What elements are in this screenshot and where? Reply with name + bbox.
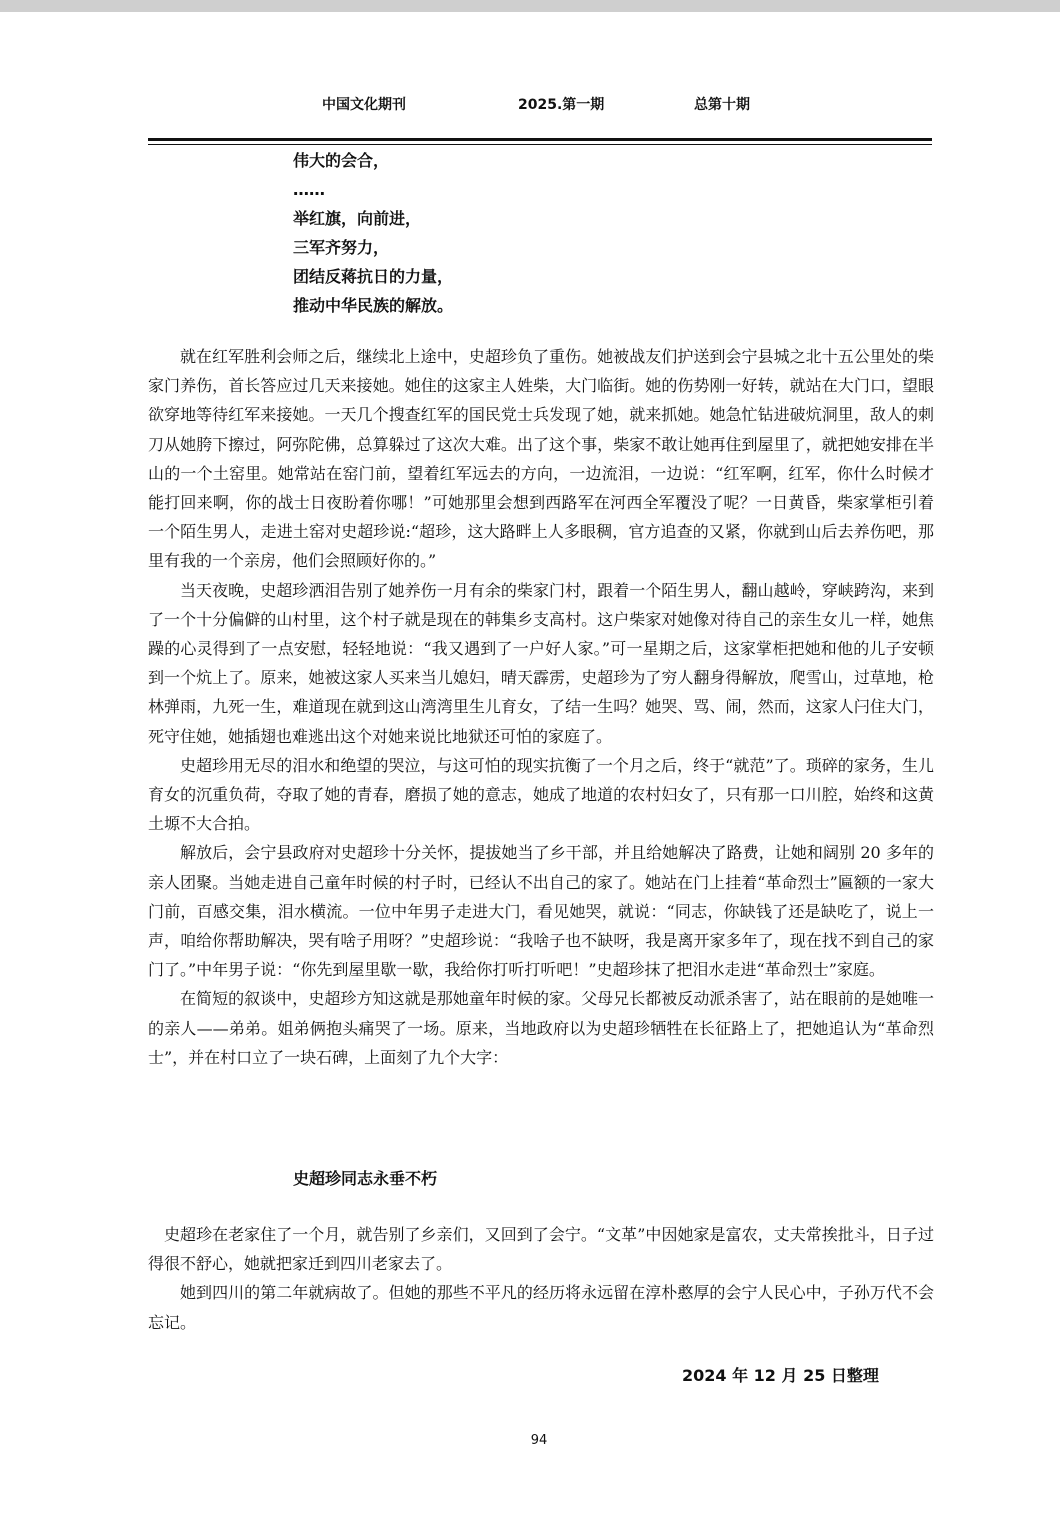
body-paragraph: 解放后，会宁县政府对史超珍十分关怀，提拔她当了乡干部，并且给她解决了路费，让她和阔别 20 多年的亲人团聚。当她走进自己童年时候的村子时，已经认不出自己的家了。她站在门上挂着“革命烈士”匾额的一家大门前，百感交集，泪水横流。一位中年男子走进大门，看见她哭，就说：“同志，你缺钱了还是缺吃了，说上一声，咱给你帮助解决，哭有啥子用呀？”史超珍说：“我啥子也不缺呀，我是离开家多年了，现在找不到自己的家门了。”中年男子说：“你先到屋里歇一歇，我给你打听打听吧！”史超珍抹了把泪水走进“革命烈士”家庭。: [148, 843, 934, 980]
body-paragraph: 就在红军胜利会师之后，继续北上途中，史超珍负了重伤。她被战友们护送到会宁县城之北十五公里处的柴家门养伤，首长答应过几天来接她。她住的这家主人姓柴，大门临街。她的伤势刚一好转，就站在大门口，望眼欲穿地等待红军来接她。一天几个搜查红军的国民党士兵发现了她，就来抓她。她急忙钻进破炕洞里，敌人的刺刀从她胯下擦过，阿弥陀佛，总算躲过了这次大难。出了这个事，柴家不敢让她再住到屋里了，就把她安排在半山的一个土窑里。她常站在窑门前，望着红军远去的方向，一边流泪，一边说：“红军啊，红军，你什么时候才能打回来啊，你的战士日夜盼着你哪！”可她那里会想到西路军在河西全军覆没了呢？一日黄昏，柴家掌柜引着一个陌生男人，走进土窑对史超珍说:“超珍，这大路畔上人多眼稠，官方追查的又紧，你就到山后去养伤吧，那里有我的一个亲房，他们会照顾好你的。”: [148, 347, 934, 571]
total-issue-label: 总第十期: [694, 97, 750, 113]
body-paragraph: 当天夜晚，史超珍洒泪告别了她养伤一月有余的柴家门村，跟着一个陌生男人，翻山越岭，穿峡跨沟，来到了一个十分偏僻的山村里，这个村子就是现在的韩集乡支高村。这户柴家对她像对待自己的亲生女儿一样，她焦躁的心灵得到了一点安慰，轻轻地说：“我又遇到了一户好人家。”可一星期之后，这家掌柜把她和他的儿子安顿到一个炕上了。原来，她被这家人买来当儿媳妇，晴天霹雳，史超珍为了穷人翻身得解放，爬雪山，过草地，枪林弹雨，九死一生，难道现在就到这山湾湾里生儿育女，了结一生吗？她哭、骂、闹，然而，这家人闩住大门，死守住她，她插翅也难逃出这个对她来说比地狱还可怕的家庭了。: [148, 580, 934, 746]
issue-label: 2025.第一期: [518, 97, 605, 113]
closing-paragraph: 史超珍在老家住了一个月，就告别了乡亲们，又回到了会宁。“文革”中因她家是富农，丈夫常挨批斗，日子过得很不舒心，她就把家迁到四川老家去了。: [148, 1225, 934, 1274]
poem-line: 推动中华民族的解放。: [293, 296, 454, 315]
journal-title: 中国文化期刊: [322, 97, 406, 113]
poem-line: ……: [293, 180, 325, 199]
article-closing: [148, 1220, 934, 1337]
header-rule-thick: [148, 138, 932, 141]
body-paragraph: 在简短的叙谈中，史超珍方知这就是那她童年时候的家。父母兄长都被反动派杀害了，站在眼前的是她唯一的亲人——弟弟。姐弟俩抱头痛哭了一场。原来，当地政府以为史超珍牺牲在长征路上了，把她追认为“革命烈士”，并在村口立了一块石碑，上面刻了九个大字：: [148, 989, 934, 1067]
closing-paragraph: 她到四川的第二年就病故了。但她的那些不平凡的经历将永远留在淳朴憨厚的会宁人民心中，子孙万代不会忘记。: [148, 1283, 934, 1332]
poem-line: 举红旗，向前进，: [293, 209, 422, 228]
top-border-bar: [0, 0, 1060, 12]
body-paragraph: 史超珍用无尽的泪水和绝望的哭泣，与这可怕的现实抗衡了一个月之后，终于“就范”了。琐碎的家务，生儿育女的沉重负荷，夺取了她的青春，磨损了她的意志，她成了地道的农村妇女了，只有那一口川腔，始终和这黄土塬不大合拍。: [148, 755, 934, 834]
monument-inscription: 史超珍同志永垂不朽: [293, 1169, 438, 1188]
compilation-date: 2024 年 12 月 25 日整理: [682, 1366, 879, 1385]
poem-line: 团结反蒋抗日的力量，: [293, 267, 454, 286]
header-rule-thin: [148, 144, 932, 145]
running-header: [0, 94, 1060, 116]
page-number: 94: [530, 1433, 548, 1448]
poem-line: 三军齐努力，: [293, 238, 390, 257]
poem-line: 伟大的会合，: [293, 151, 390, 170]
article-body: [148, 342, 934, 1072]
poem-excerpt: [293, 146, 693, 320]
